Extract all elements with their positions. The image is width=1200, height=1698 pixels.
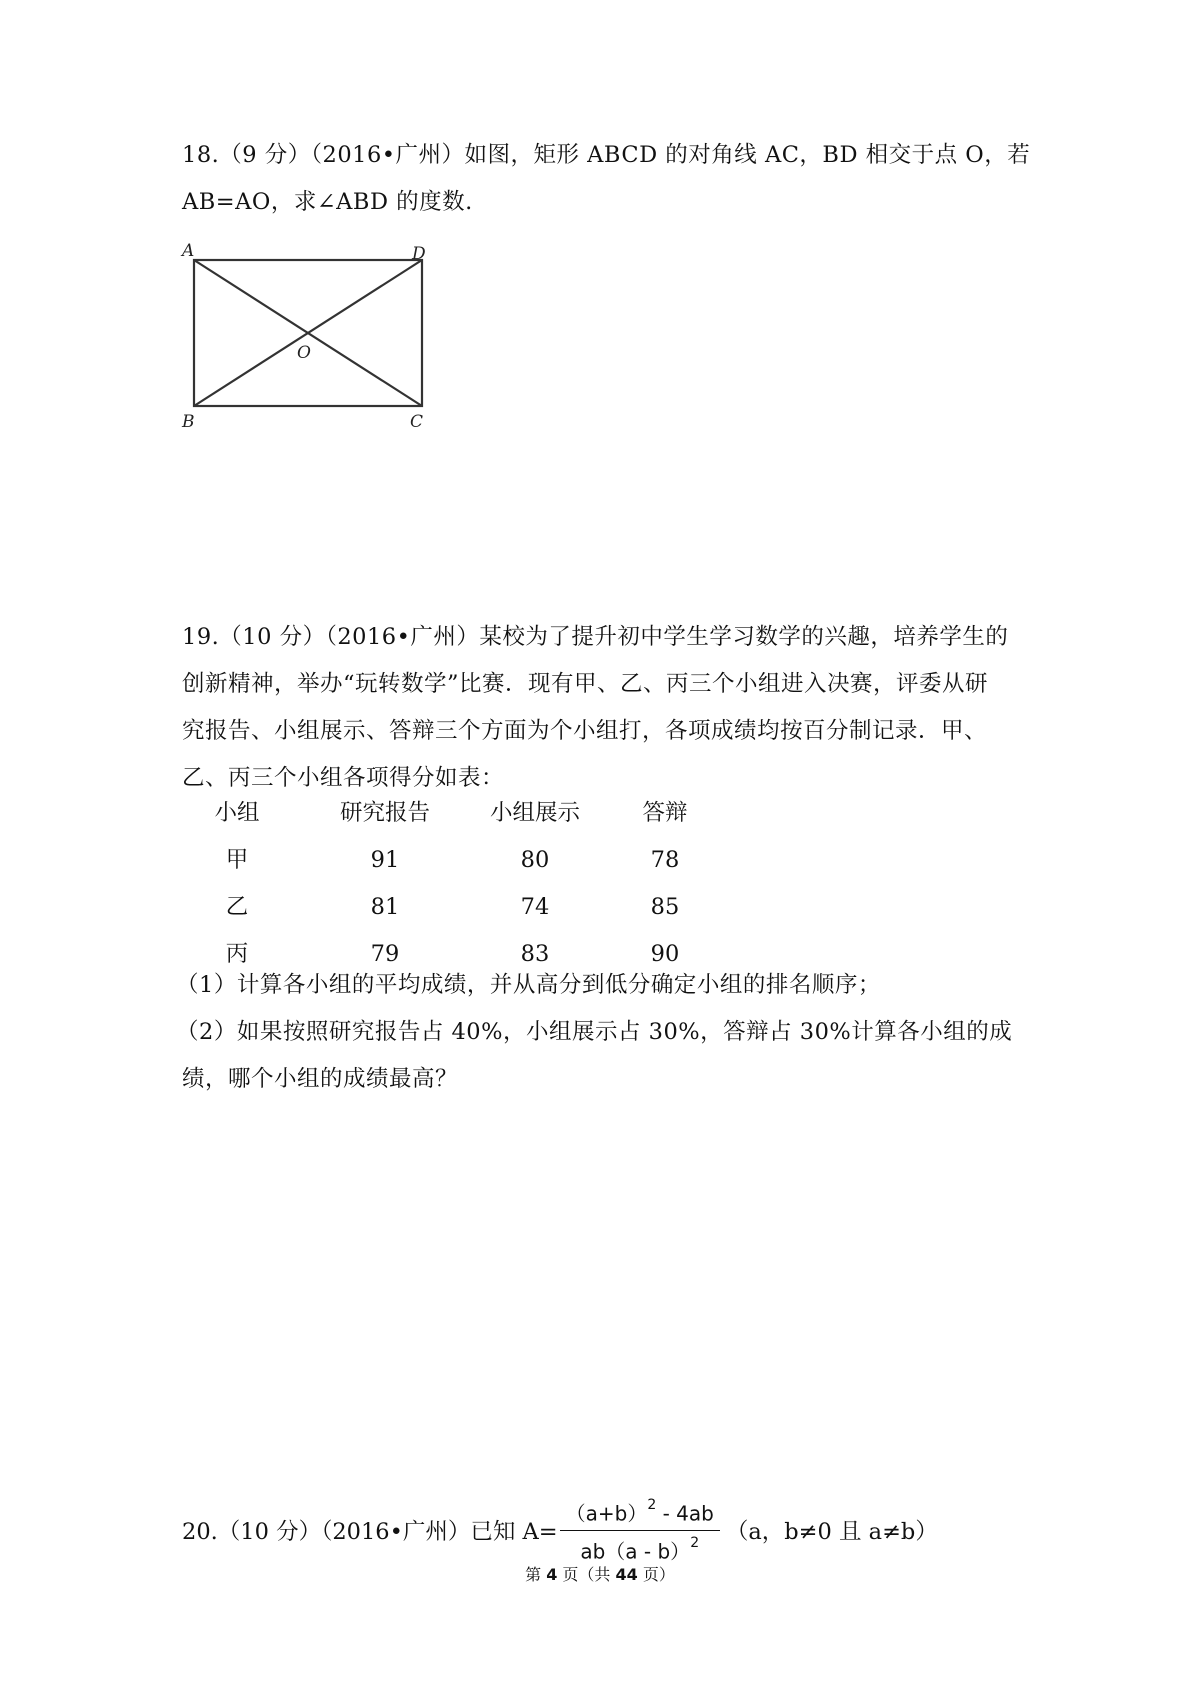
table-cell: 74 [520,894,550,920]
table-cell: 83 [520,941,550,967]
denominator-exponent: 2 [690,1534,700,1551]
table-cell: 85 [650,894,680,920]
question-18-line-1: 18.（9 分）（2016•广州）如图，矩形 ABCD 的对角线 AC，BD 相交于点 O，若 [182,142,1031,168]
table-cell: 91 [370,847,400,873]
table-header-cell: 小组 [214,800,260,826]
table-header-cell: 答辩 [642,800,688,826]
table-row [182,837,742,884]
table-cell: 79 [370,941,400,967]
question-18 [182,132,1031,226]
table-cell: 81 [370,894,400,920]
vertex-label-c: C [410,412,424,430]
vertex-label-a: A [182,241,195,261]
table-cell: 78 [650,847,680,873]
vertex-label-b: B [182,412,195,430]
question-19-line-2: 创新精神，举办“玩转数学”比赛．现有甲、乙、丙三个小组进入决赛，评委从研 [182,671,989,697]
table-cell: 甲 [225,847,249,873]
table-row [182,884,742,931]
question-18-line-2: AB=AO，求∠ABD 的度数. [182,189,473,215]
page-footer [0,1562,1200,1585]
question-20-suffix: （a，b≠0 且 a≠b） [725,1519,938,1545]
center-label-o: O [297,343,311,363]
table-cell: 乙 [225,894,249,920]
question-19-line-3: 究报告、小组展示、答辩三个方面为个小组打，各项成绩均按百分制记录．甲、 [182,718,988,744]
question-20-prefix: 20.（10 分）（2016•广州）已知 A= [182,1519,558,1545]
table-header-row [182,790,742,837]
score-table [182,790,742,978]
table-header-cell: 研究报告 [339,800,430,826]
footer-suffix: 页） [637,1565,675,1584]
question-19-parts [176,962,1016,1103]
total-pages: 44 [615,1565,638,1584]
question-20 [182,1496,938,1564]
question-19-line-4: 乙、丙三个小组各项得分如表： [182,765,505,791]
table-cell: 丙 [225,941,249,967]
table-header-cell: 小组展示 [489,800,580,826]
numerator-exponent: 2 [647,1496,657,1513]
denominator-base: ab（a - b） [580,1539,691,1564]
question-19-line-1: 19.（10 分）（2016•广州）某校为了提升初中学生学习数学的兴趣，培养学生的 [182,624,1009,650]
numerator-base: （a+b） [565,1501,648,1526]
question-19-part-2-line-2: 绩，哪个小组的成绩最高？ [182,1066,459,1092]
fraction-numerator [560,1497,720,1531]
fraction-denominator [574,1531,705,1564]
footer-middle: 页（共 [557,1565,616,1584]
numerator-tail: - 4ab [656,1501,714,1526]
question-19 [182,614,1022,802]
question-19-part-2-line-1: （2）如果按照研究报告占 40%，小组展示占 30%，答辩占 30%计算各小组的成 [176,1019,1013,1045]
footer-prefix: 第 [525,1565,547,1584]
table-cell: 90 [650,941,680,967]
vertex-label-d: D [412,244,426,264]
rectangle-lines [194,260,422,406]
question-19-part-1: （1）计算各小组的平均成绩，并从高分到低分确定小组的排名顺序； [176,972,881,998]
fraction-expression [560,1497,720,1563]
page-number: 4 [546,1565,558,1584]
table-cell: 80 [520,847,550,873]
rectangle-diagram [176,240,436,430]
